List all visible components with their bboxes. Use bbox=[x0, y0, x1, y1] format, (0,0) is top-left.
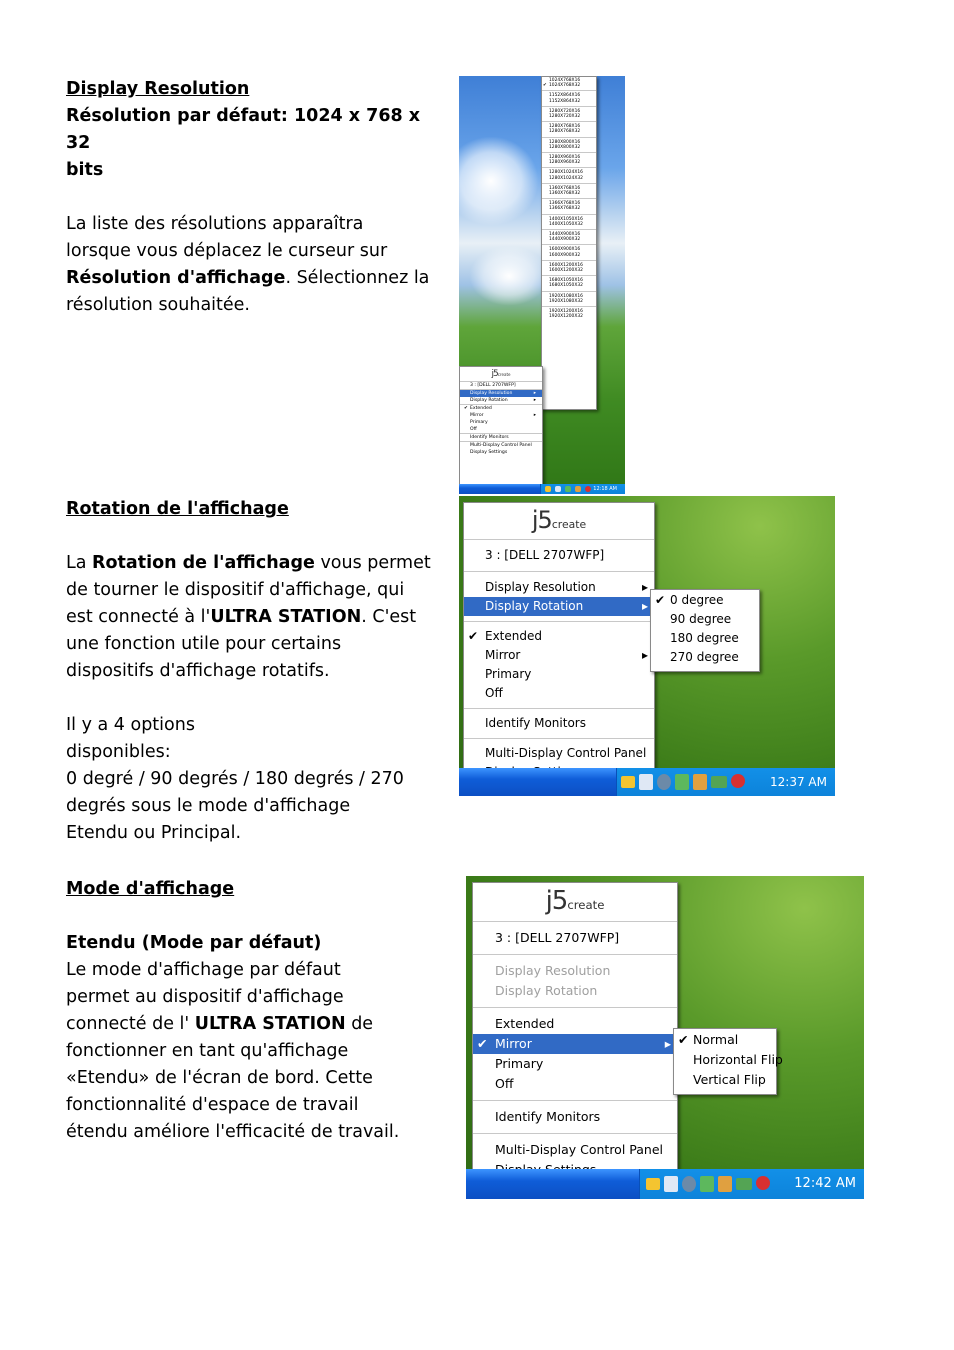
menu-item-label: 1600X1200X16 bbox=[549, 262, 583, 268]
mirror-option-vertical-flip[interactable] bbox=[674, 1070, 776, 1090]
menu-item-label: 1600X900X16 bbox=[549, 247, 581, 253]
taskbar bbox=[459, 768, 835, 796]
menu-item-label: Mirror bbox=[485, 648, 521, 662]
taskbar bbox=[466, 1169, 864, 1199]
tray-icon[interactable] bbox=[664, 1176, 678, 1192]
menu-item-label: 1440X900X32 bbox=[549, 237, 581, 243]
rotation-option-0[interactable] bbox=[651, 591, 759, 610]
cloud-shape bbox=[469, 246, 549, 306]
menu-item-identify-monitors[interactable] bbox=[464, 714, 654, 733]
menu-item-label: 1024X768X32 bbox=[549, 83, 581, 89]
menu-item-label: 1680X1050X32 bbox=[549, 283, 583, 289]
menu-separator bbox=[542, 198, 596, 199]
menu-separator bbox=[542, 167, 596, 168]
menu-separator bbox=[542, 291, 596, 292]
menu-item-primary[interactable] bbox=[464, 665, 654, 684]
menu-separator bbox=[542, 183, 596, 184]
menu-item-label: Identify Monitors bbox=[470, 435, 509, 440]
menu-item-display-rotation[interactable] bbox=[473, 981, 677, 1001]
resolution-option[interactable] bbox=[542, 314, 596, 319]
j5create-logo bbox=[464, 503, 654, 537]
j5create-logo bbox=[460, 367, 542, 381]
menu-item-label: 1920X1200X32 bbox=[549, 314, 583, 320]
menu-item-label: Mirror bbox=[470, 413, 484, 418]
rotation-submenu bbox=[650, 589, 760, 672]
menu-item-label: 180 degree bbox=[670, 631, 739, 645]
menu-item-label: 3 : [DELL 2707WFP] bbox=[470, 383, 516, 388]
taskbar-clock[interactable]: 12:42 AM bbox=[794, 1176, 856, 1191]
menu-item-identify-monitors[interactable] bbox=[460, 434, 542, 441]
menu-separator bbox=[542, 260, 596, 261]
menu-item-label: Display Resolution bbox=[485, 580, 596, 594]
resolution-option[interactable] bbox=[542, 99, 596, 104]
menu-item-monitor[interactable] bbox=[464, 546, 654, 565]
text-fragment: de bbox=[345, 1014, 374, 1034]
menu-item-label: 1152X864X32 bbox=[549, 98, 581, 104]
menu-item-off[interactable] bbox=[473, 1074, 677, 1094]
text-line: 0 degré / 90 degrés / 180 degrés / 270 bbox=[66, 769, 404, 789]
resolution-option[interactable] bbox=[542, 129, 596, 134]
resolution-option[interactable] bbox=[542, 222, 596, 227]
tray-icon[interactable] bbox=[545, 486, 551, 492]
menu-item-control-panel[interactable] bbox=[473, 1140, 677, 1160]
menu-separator bbox=[542, 214, 596, 215]
menu-item-label: 1152X864X16 bbox=[549, 93, 581, 99]
menu-item-label: 1400X1050X32 bbox=[549, 221, 583, 227]
menu-separator bbox=[542, 106, 596, 107]
menu-item-label: 1280X960X16 bbox=[549, 155, 581, 161]
submenu-arrow-icon: ▸ bbox=[533, 391, 536, 396]
screenshot-rotation-menu bbox=[459, 496, 835, 796]
menu-separator bbox=[542, 275, 596, 276]
menu-item-mirror[interactable] bbox=[464, 646, 654, 665]
menu-item-label: Vertical Flip bbox=[693, 1072, 766, 1087]
volume-icon[interactable] bbox=[718, 1176, 732, 1192]
resolution-submenu bbox=[541, 76, 597, 410]
text-line: degrés sous le mode d'affichage bbox=[66, 796, 351, 816]
default-resolution-line: Résolution par défaut: 1024 x 768 x 32 bbox=[66, 106, 421, 153]
text-line bbox=[66, 1011, 436, 1038]
menu-item-label: Multi-Display Control Panel bbox=[485, 746, 647, 760]
logo-text: create bbox=[567, 898, 605, 912]
section-display-resolution bbox=[66, 76, 436, 319]
resolution-option[interactable] bbox=[542, 268, 596, 273]
text-line bbox=[66, 604, 436, 631]
tray-icon[interactable] bbox=[565, 486, 571, 492]
mirror-option-normal[interactable] bbox=[674, 1030, 776, 1050]
menu-item-label: 1280X960X32 bbox=[549, 160, 581, 166]
heading-display-mode: Mode d'affichage bbox=[66, 879, 235, 899]
text-line: Il y a 4 options bbox=[66, 715, 195, 735]
menu-item-label: Primary bbox=[495, 1056, 544, 1071]
system-tray bbox=[540, 484, 625, 494]
menu-item-label: 1024X768X16 bbox=[549, 78, 581, 83]
menu-item-label: 1400X1050X16 bbox=[549, 216, 583, 222]
context-menu bbox=[472, 882, 678, 1180]
menu-item-off[interactable] bbox=[460, 426, 542, 433]
menu-item-label: 1366X768X32 bbox=[549, 206, 581, 212]
bold-term: ULTRA STATION bbox=[194, 1014, 346, 1034]
text-line: résolution souhaitée. bbox=[66, 295, 250, 315]
menu-separator bbox=[542, 137, 596, 138]
text-fragment: . Sélectionnez la bbox=[285, 268, 430, 288]
menu-separator bbox=[542, 90, 596, 91]
context-menu bbox=[459, 366, 543, 488]
menu-item-label: 3 : [DELL 2707WFP] bbox=[495, 930, 620, 945]
resolution-option[interactable] bbox=[542, 145, 596, 150]
network-icon[interactable] bbox=[736, 1178, 752, 1190]
submenu-arrow-icon: ▸ bbox=[641, 599, 648, 613]
context-menu bbox=[463, 502, 655, 784]
menu-item-label: Multi-Display Control Panel bbox=[470, 443, 532, 448]
menu-item-label: Display Settings bbox=[470, 450, 508, 455]
heading-display-resolution: Display Resolution bbox=[66, 79, 250, 99]
screenshot-resolution-menu bbox=[459, 76, 625, 494]
cloud-shape bbox=[459, 136, 539, 226]
system-tray bbox=[639, 1169, 864, 1199]
menu-item-label: Off bbox=[485, 686, 503, 700]
bold-term: Résolution d'affichage bbox=[66, 268, 286, 288]
menu-item-label: Off bbox=[495, 1076, 514, 1091]
menu-item-label: 1360X768X16 bbox=[549, 185, 581, 191]
text-line: «Etendu» de l'écran de bord. Cette bbox=[66, 1068, 373, 1088]
menu-item-display-rotation[interactable] bbox=[464, 597, 654, 616]
check-icon: ✔ bbox=[543, 83, 547, 89]
bold-term: Rotation de l'affichage bbox=[92, 553, 315, 573]
resolution-option[interactable] bbox=[542, 299, 596, 304]
menu-item-label: 1600X900X32 bbox=[549, 252, 581, 258]
menu-item-off[interactable] bbox=[464, 684, 654, 703]
text-fragment: . C'est bbox=[361, 607, 417, 627]
menu-item-label: 1280X720X16 bbox=[549, 108, 581, 114]
tray-icon[interactable] bbox=[639, 774, 653, 790]
menu-item-label: 3 : [DELL 2707WFP] bbox=[485, 548, 605, 562]
menu-item-label: 1280X800X32 bbox=[549, 144, 581, 150]
menu-item-control-panel[interactable] bbox=[464, 744, 654, 763]
menu-item-label: Extended bbox=[470, 406, 492, 411]
menu-item-label: 1280X1024X32 bbox=[549, 175, 583, 181]
text-line: permet au dispositif d'affichage bbox=[66, 987, 344, 1007]
tray-icon[interactable] bbox=[646, 1178, 660, 1190]
menu-item-label: 1280X720X32 bbox=[549, 114, 581, 120]
menu-separator bbox=[542, 306, 596, 307]
text-line: une fonction utile pour certains bbox=[66, 634, 342, 654]
text-fragment: connecté de l' bbox=[66, 1014, 195, 1034]
menu-item-label: Normal bbox=[693, 1032, 739, 1047]
menu-item-label: Display Resolution bbox=[495, 963, 611, 978]
text-line: dispositifs d'affichage rotatifs. bbox=[66, 661, 330, 681]
check-icon: ✔ bbox=[678, 1032, 689, 1047]
security-alert-icon[interactable] bbox=[731, 774, 745, 788]
text-fragment: est connecté à l' bbox=[66, 607, 211, 627]
resolution-option[interactable] bbox=[542, 83, 596, 88]
menu-item-extended[interactable] bbox=[460, 405, 542, 412]
menu-separator bbox=[542, 229, 596, 230]
menu-item-label: Display Rotation bbox=[470, 398, 508, 403]
resolution-option[interactable] bbox=[542, 176, 596, 181]
heading-rotation: Rotation de l'affichage bbox=[66, 499, 289, 519]
text-line: Etendu ou Principal. bbox=[66, 823, 242, 843]
text-line: lorsque vous déplacez le curseur sur bbox=[66, 241, 388, 261]
taskbar-clock[interactable]: 12:18 AM bbox=[593, 486, 617, 492]
tray-icon[interactable] bbox=[675, 774, 689, 790]
menu-item-label: 270 degree bbox=[670, 650, 739, 664]
menu-item-monitor[interactable] bbox=[473, 928, 677, 948]
submenu-arrow-icon: ▸ bbox=[664, 1036, 671, 1051]
mirror-submenu bbox=[673, 1028, 783, 1095]
menu-item-label: 1600X1200X32 bbox=[549, 268, 583, 274]
tray-icon[interactable] bbox=[682, 1176, 696, 1192]
menu-item-label: 1280X1024X16 bbox=[549, 170, 583, 176]
logo-text: create bbox=[551, 518, 587, 531]
default-resolution-bits: bits bbox=[66, 160, 104, 180]
menu-item-monitor[interactable] bbox=[460, 382, 542, 389]
menu-item-mirror[interactable] bbox=[460, 412, 542, 419]
security-alert-icon[interactable] bbox=[756, 1176, 770, 1190]
text-line bbox=[66, 550, 436, 577]
menu-item-label: Extended bbox=[485, 629, 542, 643]
menu-item-identify-monitors[interactable] bbox=[473, 1107, 677, 1127]
menu-item-extended[interactable] bbox=[473, 1014, 677, 1034]
rotation-option-270[interactable] bbox=[651, 648, 759, 667]
text-line: La liste des résolutions apparaîtra bbox=[66, 214, 364, 234]
menu-item-mirror[interactable] bbox=[473, 1034, 677, 1054]
menu-item-label: 1360X768X32 bbox=[549, 191, 581, 197]
taskbar bbox=[459, 484, 625, 494]
j5create-logo bbox=[473, 883, 677, 919]
menu-item-label: 1366X768X16 bbox=[549, 201, 581, 207]
logo-text: create bbox=[497, 372, 511, 377]
menu-item-display-settings[interactable] bbox=[460, 449, 542, 456]
menu-item-label: Display Rotation bbox=[495, 983, 598, 998]
logo-text: j5 bbox=[531, 506, 552, 534]
text-line bbox=[66, 265, 436, 292]
resolution-option[interactable] bbox=[542, 191, 596, 196]
menu-item-label: 1280X768X16 bbox=[549, 124, 581, 130]
resolution-option[interactable] bbox=[542, 160, 596, 165]
submenu-arrow-icon: ▸ bbox=[533, 413, 536, 418]
section-rotation bbox=[66, 496, 436, 847]
menu-item-extended[interactable] bbox=[464, 627, 654, 646]
resolution-option[interactable] bbox=[542, 237, 596, 242]
menu-item-display-resolution[interactable] bbox=[473, 961, 677, 981]
submenu-arrow-icon: ▸ bbox=[641, 580, 648, 594]
text-line: fonctionnalité d'espace de travail bbox=[66, 1095, 359, 1115]
system-tray bbox=[616, 768, 835, 796]
logo-text: j5 bbox=[491, 369, 498, 379]
menu-item-label: Horizontal Flip bbox=[693, 1052, 783, 1067]
text-line: Le mode d'affichage par défaut bbox=[66, 960, 341, 980]
check-icon: ✔ bbox=[655, 593, 666, 607]
resolution-option[interactable] bbox=[542, 114, 596, 119]
resolution-option[interactable] bbox=[542, 283, 596, 288]
menu-item-display-resolution[interactable] bbox=[460, 390, 542, 397]
logo-text: j5 bbox=[545, 886, 568, 916]
menu-item-label: 1920X1080X16 bbox=[549, 293, 583, 299]
volume-icon[interactable] bbox=[693, 774, 707, 790]
check-icon: ✔ bbox=[477, 1036, 488, 1051]
menu-item-label: 1280X800X16 bbox=[549, 139, 581, 145]
security-alert-icon[interactable] bbox=[585, 486, 591, 492]
check-icon: ✔ bbox=[464, 406, 468, 411]
menu-separator bbox=[542, 121, 596, 122]
check-icon: ✔ bbox=[468, 629, 479, 643]
section-display-mode bbox=[66, 876, 436, 1146]
menu-item-label: 0 degree bbox=[670, 593, 724, 607]
menu-item-label: Primary bbox=[470, 420, 488, 425]
menu-item-label: 1920X1200X16 bbox=[549, 309, 583, 315]
menu-item-primary[interactable] bbox=[460, 419, 542, 426]
menu-item-label: Identify Monitors bbox=[495, 1109, 601, 1124]
menu-item-label: 1280X768X32 bbox=[549, 129, 581, 135]
text-line: étendu améliore l'efficacité de travail. bbox=[66, 1122, 400, 1142]
tray-icon[interactable] bbox=[555, 486, 561, 492]
bold-term: ULTRA STATION bbox=[210, 607, 362, 627]
menu-item-label: Display Resolution bbox=[470, 391, 513, 396]
rotation-option-180[interactable] bbox=[651, 629, 759, 648]
menu-item-label: Primary bbox=[485, 667, 532, 681]
volume-icon[interactable] bbox=[575, 486, 581, 492]
menu-separator bbox=[542, 244, 596, 245]
taskbar-clock[interactable]: 12:37 AM bbox=[770, 775, 827, 789]
text-line: fonctionner en tant qu'affichage bbox=[66, 1041, 349, 1061]
tray-icon[interactable] bbox=[700, 1176, 714, 1192]
menu-item-display-resolution[interactable] bbox=[464, 578, 654, 597]
menu-item-label: 1680X1050X16 bbox=[549, 278, 583, 284]
menu-item-control-panel[interactable] bbox=[460, 442, 542, 449]
menu-item-label: Mirror bbox=[495, 1036, 532, 1051]
menu-item-display-rotation[interactable] bbox=[460, 397, 542, 404]
resolution-option[interactable] bbox=[542, 206, 596, 211]
menu-item-label: Off bbox=[470, 427, 477, 432]
menu-separator bbox=[542, 152, 596, 153]
mirror-option-horizontal-flip[interactable] bbox=[674, 1050, 783, 1070]
network-icon[interactable] bbox=[711, 776, 727, 788]
screenshot-mirror-menu bbox=[466, 876, 864, 1199]
menu-item-label: Multi-Display Control Panel bbox=[495, 1142, 663, 1157]
text-line: de tourner le dispositif d'affichage, qui bbox=[66, 580, 405, 600]
submenu-arrow-icon: ▸ bbox=[533, 398, 536, 403]
text-line: disponibles: bbox=[66, 742, 171, 762]
menu-item-label: Identify Monitors bbox=[485, 716, 586, 730]
menu-item-label: 1440X900X16 bbox=[549, 232, 581, 238]
tray-icon[interactable] bbox=[657, 774, 671, 790]
menu-item-label: Display Rotation bbox=[485, 599, 584, 613]
tray-icon[interactable] bbox=[621, 776, 635, 788]
menu-item-label: 90 degree bbox=[670, 612, 732, 626]
subheading-extended: Etendu (Mode par défaut) bbox=[66, 933, 322, 953]
menu-item-label: Extended bbox=[495, 1016, 555, 1031]
rotation-option-90[interactable] bbox=[651, 610, 759, 629]
text-fragment: vous permet bbox=[314, 553, 431, 573]
menu-item-primary[interactable] bbox=[473, 1054, 677, 1074]
text-fragment: La bbox=[66, 553, 93, 573]
resolution-option[interactable] bbox=[542, 253, 596, 258]
menu-item-label: 1920X1080X32 bbox=[549, 298, 583, 304]
submenu-arrow-icon: ▸ bbox=[641, 648, 648, 662]
